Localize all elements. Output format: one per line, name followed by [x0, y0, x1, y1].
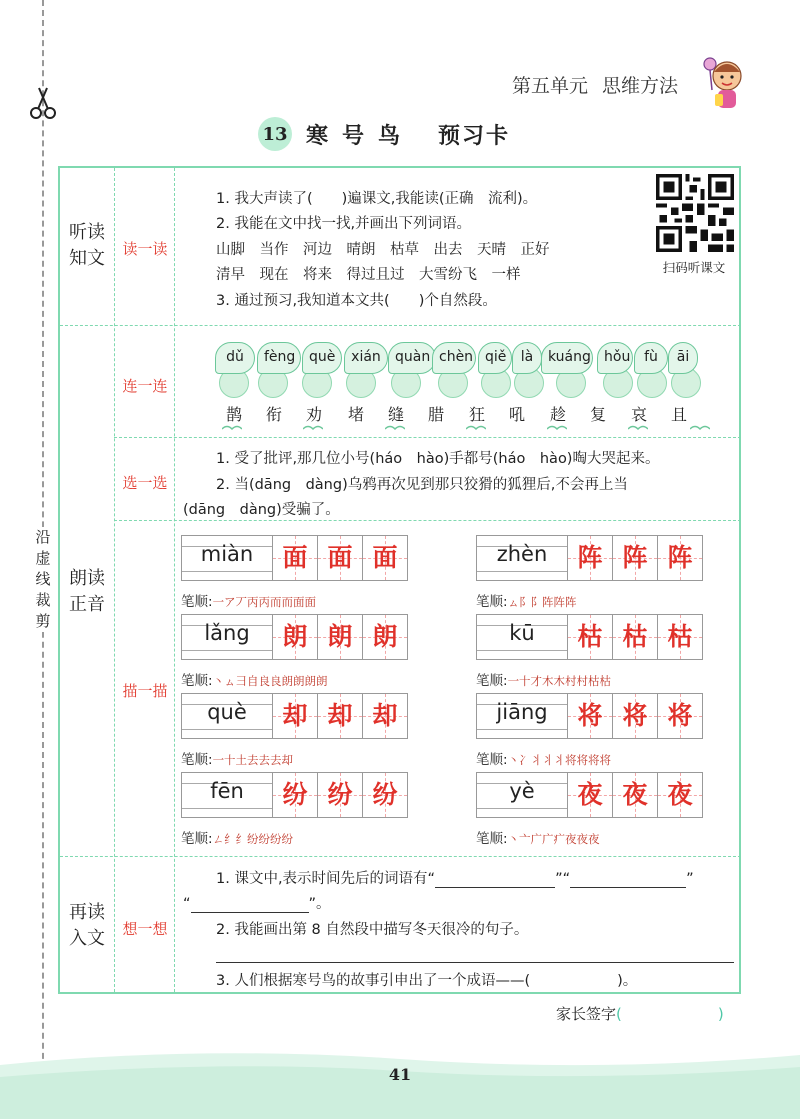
lesson-title-row: [258, 116, 510, 152]
hanzi-option[interactable]: 复: [590, 405, 607, 424]
hanzi-option[interactable]: 劝: [306, 405, 323, 424]
parent-signature[interactable]: 家长签字( ): [556, 1005, 724, 1023]
tracing-box[interactable]: 夜: [612, 772, 658, 818]
lesson-title: 寒号鸟: [306, 122, 415, 149]
writing-grid-group: [181, 535, 411, 583]
reread-item-1-cont: “ ”。: [183, 896, 331, 912]
stroke-order: 笔顺:一十土去去去却: [181, 752, 294, 768]
sub-label-choose: 选一选: [122, 474, 168, 492]
choose-item-1: 1. 受了批评,那几位小号(háo hào)手都号(háo hào)啕大哭起来。: [216, 451, 660, 467]
answer-blank[interactable]: [570, 872, 686, 888]
pinyin-leaf[interactable]: āi: [668, 342, 698, 374]
scissors-icon: [28, 86, 58, 120]
pinyin-box: kū: [476, 614, 568, 660]
pinyin-box: lǎng: [181, 614, 273, 660]
section-divider: [114, 520, 741, 521]
sub-label-connect: 连一连: [122, 377, 168, 395]
tracing-box[interactable]: 面: [317, 535, 363, 581]
tracing-box[interactable]: 却: [362, 693, 408, 739]
tracing-box[interactable]: 将: [657, 693, 703, 739]
stroke-order: 笔顺:丶亠广广疒夜夜夜: [476, 831, 600, 847]
writing-grid-group: [476, 693, 706, 741]
answer-blank[interactable]: [435, 872, 555, 888]
stroke-order: 笔顺:丶ㇺ彐自良良朗朗朗朗: [181, 673, 328, 689]
stroke-order: 笔顺:ㇺ阝阝阵阵阵: [476, 594, 577, 610]
stroke-order: 笔顺:一十才木木村村枯枯: [476, 673, 612, 689]
section-divider: [60, 856, 741, 857]
hanzi-option[interactable]: 衔: [266, 405, 283, 424]
pinyin-leaf[interactable]: kuáng: [541, 342, 593, 374]
word-list-row-1: 山脚 当作 河边 晴朗 枯草 出去 天晴 正好: [216, 242, 550, 258]
mascot-girl-icon: [700, 50, 746, 112]
tracing-box[interactable]: 朗: [272, 614, 318, 660]
choose-item-2: 2. 当(dāng dàng)乌鸦再次见到那只狡猾的狐狸后,不会再上当: [216, 477, 628, 493]
reread-item-2: 2. 我能画出第 8 自然段中描写冬天很冷的句子。: [216, 922, 529, 938]
pinyin-box: yè: [476, 772, 568, 818]
tracing-box[interactable]: 将: [612, 693, 658, 739]
pinyin-box: miàn: [181, 535, 273, 581]
column-divider: [114, 168, 115, 992]
hanzi-option[interactable]: 鹊: [226, 405, 243, 424]
tracing-box[interactable]: 枯: [612, 614, 658, 660]
tracing-box[interactable]: 却: [272, 693, 318, 739]
section-label-pronounce: 朗读 正音: [69, 568, 105, 615]
unit-theme: 思维方法: [602, 75, 679, 97]
sub-label-trace: 描一描: [122, 682, 168, 700]
hanzi-option[interactable]: 且: [671, 405, 688, 424]
tracing-box[interactable]: 却: [317, 693, 363, 739]
sub-label-think: 想一想: [122, 920, 168, 938]
pinyin-box: jiāng: [476, 693, 568, 739]
answer-blank[interactable]: [191, 897, 309, 913]
writing-grid-group: [181, 772, 411, 820]
tracing-box[interactable]: 纷: [362, 772, 408, 818]
listen-item-1: 1. 我大声读了( )遍课文,我能读(正确 流利)。: [216, 191, 538, 207]
sprout-icon: [222, 424, 242, 430]
pinyin-leaf[interactable]: fèng: [257, 342, 301, 374]
pinyin-box: què: [181, 693, 273, 739]
cut-instruction: 沿 虚 线 裁 剪: [35, 528, 51, 630]
listen-item-2: 2. 我能在文中找一找,并画出下列词语。: [216, 216, 472, 232]
tracing-box[interactable]: 枯: [657, 614, 703, 660]
pinyin-leaf[interactable]: qiě: [478, 342, 512, 374]
tracing-box[interactable]: 面: [272, 535, 318, 581]
tracing-box[interactable]: 阵: [657, 535, 703, 581]
writing-grid-group: [181, 614, 411, 662]
pinyin-leaf[interactable]: xián: [344, 342, 388, 374]
pinyin-box: fēn: [181, 772, 273, 818]
section-label-listen-read: 听读 知文: [69, 222, 105, 269]
parent-signature-label: 家长签字: [556, 1005, 617, 1023]
writing-grid-group: [476, 535, 706, 583]
pinyin-leaf[interactable]: quàn: [388, 342, 436, 374]
pinyin-leaf[interactable]: hǒu: [597, 342, 633, 374]
answer-line[interactable]: [216, 962, 734, 963]
sprout-icon: [690, 424, 710, 430]
choose-item-2-cont: (dāng dàng)受骗了。: [183, 502, 340, 518]
sprout-icon: [385, 424, 405, 430]
writing-grid-group: [476, 614, 706, 662]
tracing-box[interactable]: 朗: [362, 614, 408, 660]
hanzi-option[interactable]: 哀: [631, 405, 648, 424]
pinyin-leaf[interactable]: què: [302, 342, 342, 374]
stroke-order: 笔顺:丶冫丬丬丬将将将将: [476, 752, 612, 768]
pinyin-leaf[interactable]: fù: [634, 342, 668, 374]
hanzi-option[interactable]: 腊: [428, 405, 445, 424]
column-divider: [174, 168, 175, 992]
stroke-order: 笔顺:ㄥ纟纟纷纷纷纷: [181, 831, 294, 847]
lesson-number: 13: [258, 117, 292, 151]
hanzi-option[interactable]: 堵: [348, 405, 365, 424]
qr-label: 扫码听课文: [662, 260, 726, 275]
section-divider: [60, 325, 741, 326]
tracing-box[interactable]: 面: [362, 535, 408, 581]
sprout-icon: [547, 424, 567, 430]
hanzi-option[interactable]: 趁: [550, 405, 567, 424]
hanzi-option[interactable]: 缝: [388, 405, 405, 424]
tracing-box[interactable]: 阵: [612, 535, 658, 581]
section-label-reread: 再读 入文: [69, 902, 105, 949]
reread-item-3: 3. 人们根据寒号鸟的故事引申出了一个成语——( )。: [216, 973, 638, 989]
page-number: 41: [388, 1065, 412, 1084]
tracing-box[interactable]: 枯: [567, 614, 613, 660]
hanzi-option[interactable]: 狂: [469, 405, 486, 424]
writing-grid-group: [476, 772, 706, 820]
sprout-icon: [466, 424, 486, 430]
section-divider: [114, 437, 741, 438]
sprout-icon: [628, 424, 648, 430]
tracing-box[interactable]: 阵: [567, 535, 613, 581]
stroke-order: 笔顺:一ア丆丙丙而而面面: [181, 594, 317, 610]
tracing-box[interactable]: 朗: [317, 614, 363, 660]
pinyin-box: zhèn: [476, 535, 568, 581]
tracing-box[interactable]: 夜: [567, 772, 613, 818]
sprout-icon: [303, 424, 323, 430]
card-title: 预习卡: [438, 123, 511, 149]
word-list-row-2: 清早 现在 将来 得过且过 大雪纷飞 一样: [216, 267, 521, 283]
qr-code-icon[interactable]: [656, 174, 734, 252]
tracing-box[interactable]: 夜: [657, 772, 703, 818]
pinyin-leaf[interactable]: dǔ: [215, 342, 255, 374]
pinyin-leaf[interactable]: chèn: [432, 342, 476, 374]
tracing-box[interactable]: 将: [567, 693, 613, 739]
tracing-box[interactable]: 纷: [272, 772, 318, 818]
reread-item-1: 1. 课文中,表示时间先后的词语有“ ”“ ”: [216, 871, 694, 887]
sub-label-read: 读一读: [122, 240, 168, 258]
unit-header: [512, 71, 692, 98]
writing-grid-group: [181, 693, 411, 741]
tracing-box[interactable]: 纷: [317, 772, 363, 818]
unit-label: 第五单元: [512, 75, 589, 97]
listen-item-3: 3. 通过预习,我知道本文共( )个自然段。: [216, 293, 497, 309]
pinyin-leaf[interactable]: là: [512, 342, 542, 374]
hanzi-option[interactable]: 吼: [509, 405, 526, 424]
